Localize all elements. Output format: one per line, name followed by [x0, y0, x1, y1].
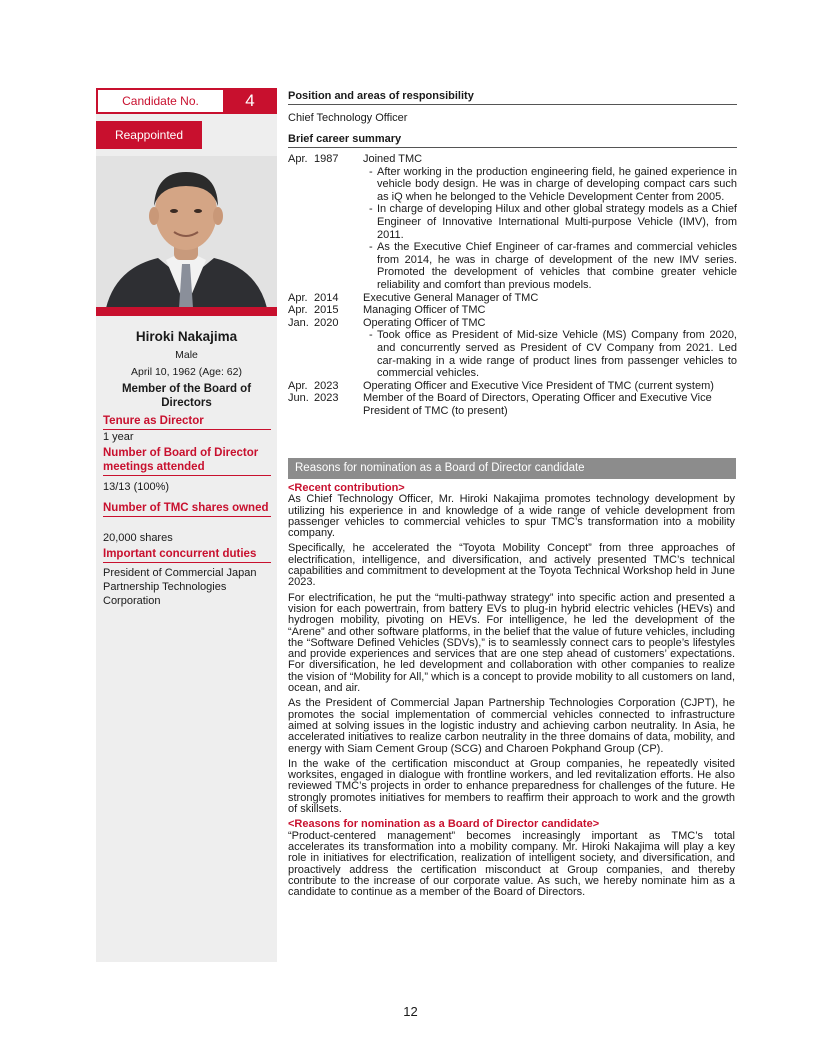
status-badge: Reappointed: [96, 121, 202, 149]
reason-paragraph: In the wake of the certification misconduct at Group companies, he repeatedly visited worksites, engaged in dialogue with frontline workers, and led revitalization efforts. He also reviewed TMC’s projects in order to enhance preparedness for challenges of the future. He strongly promotes initiatives for members to reaffirm their approach to work and the growth of skillsets.: [288, 757, 735, 816]
career-list: [288, 153, 737, 417]
meetings-value: 13/13 (100%): [103, 481, 170, 493]
nomination-heading: <Reasons for nomination as a Board of Director candidate>: [288, 818, 600, 831]
candidate-number: 4: [223, 90, 277, 112]
career-entry: Apr. 2015 Managing Officer of TMC: [288, 304, 486, 317]
position-heading: Position and areas of responsibility: [288, 90, 737, 105]
career-entry: Jan. 2020 Operating Officer of TMC: [288, 316, 486, 329]
tenure-label: Tenure as Director: [103, 414, 271, 430]
reasons-body: [288, 483, 735, 902]
duties-label: Important concurrent duties: [103, 547, 271, 563]
candidate-dob: April 10, 1962 (Age: 62): [131, 366, 242, 378]
page-number: 12: [403, 1004, 418, 1019]
reason-paragraph: For electrification, he put the “multi-pathway strategy” into specific action and presented a vision for each powertrain, from battery EVs to plug-in hybrid electric vehicles (HEVs) and hydrogen mobility, pivoting on HEVs. For intelligence, he led the development of the “Arene” and other software platforms, in the belief that the value of future vehicles, including the “Software Defined Vehicles (SDVs),” is to seamlessly connect cars to people’s lifestyles and provide experiences and services that are one step ahead of customers’ expectations. For diversification, he led development and collaboration with other companies to realize the vision of “Mobility for All,” which is a concept to provide mobility to all customers on land, ocean, and air.: [288, 591, 735, 695]
reason-paragraph: Specifically, he accelerated the “Toyota Mobility Concept” from three approaches of electrification, intelligence, and diversification, and actively presented TMC’s technical capabilities and commitment to development at the Toyota Technical Workshop held in June 2023.: [288, 542, 735, 589]
reason-paragraph: As Chief Technology Officer, Mr. Hiroki Nakajima promotes technology development by utilizing his experience in and knowledge of a wide range of vehicle development from passenger vehicles to commercial vehicles to spur TMC’s transformation into a mobility company.: [288, 493, 735, 540]
candidate-profile-panel: [96, 88, 277, 962]
photo-accent-bar: [96, 307, 277, 316]
candidate-gender: Male: [175, 349, 198, 361]
career-entry: Apr. 1987 Joined TMC: [288, 153, 423, 165]
meetings-label: Number of Board of Director meetings attended: [103, 446, 271, 476]
reason-paragraph: As the President of Commercial Japan Partnership Technologies Corporation (CJPT), he promotes the social implementation of commercial vehicles connected to infrastructure aimed at solving issues in the logistic industry and achieving carbon neutrality. In Asia, he accelerated initiatives to realize carbon neutrality in the three domains of data, mobility, and energy with Siam Cement Group (SCG) and Charoen Pokphand Group (CP).: [288, 697, 735, 755]
career-bullet: - Took office as President of Mid-size Vehicle (MS) Company from 2020, and concurrently served as President of CV Company from 2021. Led car-making in a wide range of product lines from passenger vehicles to commercial vehicles.: [369, 329, 737, 380]
duties-value: President of Commercial Japan Partnership Technologies Corporation: [103, 567, 257, 607]
career-entry: Apr. 2023 Operating Officer and Executive Vice President of TMC (current system): [288, 379, 714, 392]
career-heading: Brief career summary: [288, 133, 737, 148]
shares-label: Number of TMC shares owned: [103, 501, 271, 517]
reasons-bar: Reasons for nomination as a Board of Director candidate: [288, 458, 736, 479]
career-entry: Apr. 2014 Executive General Manager of TMC: [288, 291, 539, 304]
career-bullet: - In charge of developing Hilux and other global strategy models as a Chief Engineer of Innovative International Multi-purpose Vehicle (IMV), from 2011.: [369, 203, 737, 241]
career-bullet: - After working in the production engineering field, he gained experience in vehicle body design. He was in charge of developing compact cars such as iQ when he belonged to the Vehicle Development Center from 2005.: [369, 165, 737, 203]
position-value: Chief Technology Officer: [288, 112, 408, 124]
career-bullet: - As the Executive Chief Engineer of car-frames and commercial vehicles from 2014, he was in charge of development of the new IMV series. Promoted the development of vehicles that combine greater vehicle reliability and comfort than previous models.: [369, 241, 737, 291]
nomination-paragraph: “Product-centered management” becomes increasingly important as TMC’s total accelerates its transformation into a mobility company. Mr. Hiroki Nakajima will play a key role in initiatives for electrification, realization of intelligent society, and diversification, and proactively address the certification misconduct at Group companies, and thereby contribute to the increase of our corporate value. As such, we hereby nominate him as a candidate to continue as a member of the Board of Directors.: [288, 829, 735, 899]
career-entry: Jun. 2023 Member of the Board of Directors, Operating Officer and Executive Vice President of TMC (to present): [288, 392, 712, 417]
candidate-role: Member of the Board of Directors: [121, 383, 252, 409]
candidate-number-box: [96, 88, 277, 114]
tenure-value: 1 year: [103, 431, 134, 443]
candidate-number-label: Candidate No.: [122, 94, 199, 108]
candidate-photo: [96, 156, 277, 308]
recent-contribution-heading: <Recent contribution>: [288, 482, 405, 494]
shares-value: 20,000 shares: [103, 532, 173, 544]
candidate-name: Hiroki Nakajima: [135, 329, 238, 344]
